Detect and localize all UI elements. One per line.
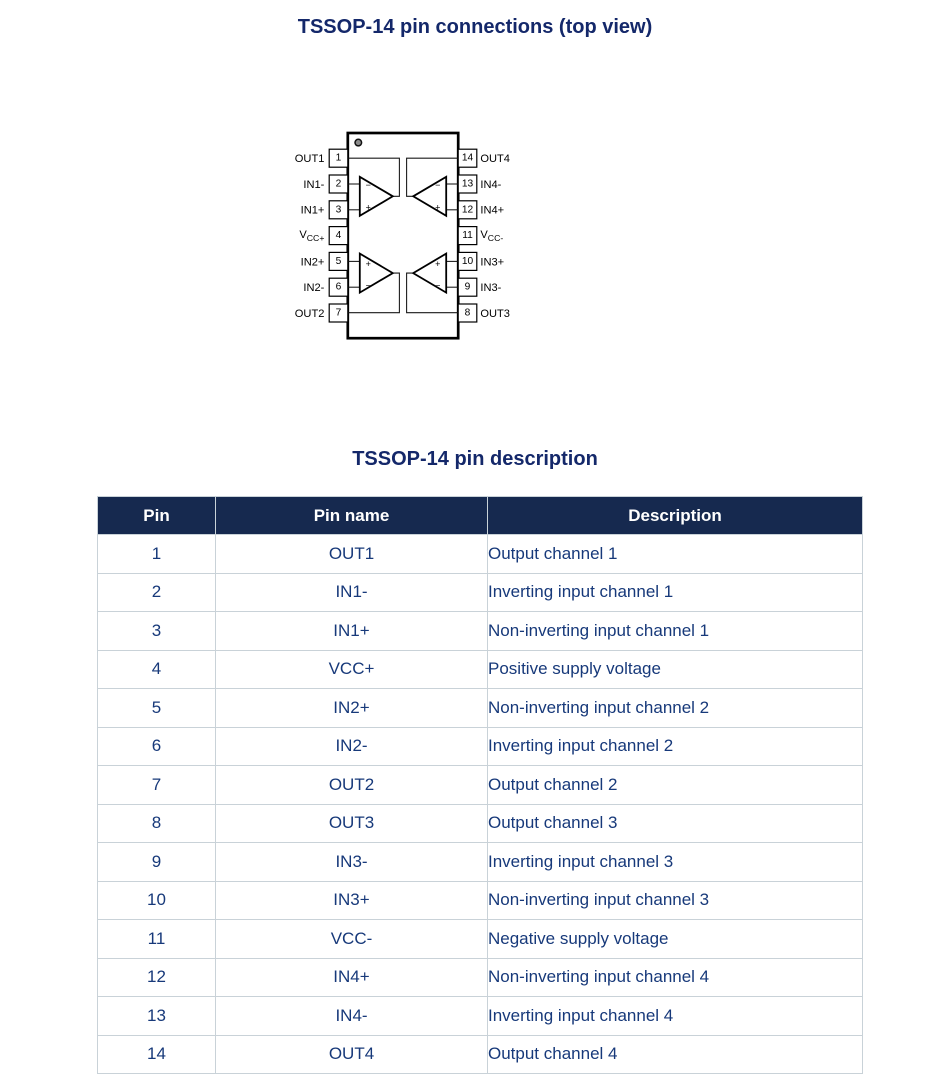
cell-pin-name: IN1+ (216, 612, 488, 651)
pin-label-vccp (299, 229, 324, 243)
pin-number-2: 2 (335, 178, 342, 190)
table-row (98, 920, 863, 959)
cell-pin: 8 (98, 804, 216, 843)
column-header-name: Pin name (216, 497, 488, 535)
cell-description: Output channel 2 (488, 766, 863, 805)
table-row (98, 804, 863, 843)
cell-pin-name: IN1- (216, 573, 488, 612)
cell-pin: 11 (98, 920, 216, 959)
pin-number-3: 3 (335, 204, 342, 216)
pin1-indicator-dot (355, 139, 362, 146)
cell-description: Negative supply voltage (488, 920, 863, 959)
cell-pin: 3 (98, 612, 216, 651)
pin-number-12: 12 (461, 204, 474, 216)
pin-number-10: 10 (461, 255, 474, 267)
cell-pin-name: VCC+ (216, 650, 488, 689)
cell-description: Non-inverting input channel 2 (488, 689, 863, 728)
cell-pin: 1 (98, 535, 216, 574)
table-row (98, 573, 863, 612)
pin-label-in3m: IN3- (480, 282, 502, 295)
cell-description: Positive supply voltage (488, 650, 863, 689)
vcc-main: V (480, 229, 488, 241)
pin-description-title: TSSOP-14 pin description (352, 448, 598, 470)
opamp1-minus-symbol: − (365, 180, 371, 191)
cell-pin-name: OUT1 (216, 535, 488, 574)
pin-label-in2m: IN2- (303, 282, 325, 295)
cell-description: Non-inverting input channel 1 (488, 612, 863, 651)
vcc-subscript: CC- (487, 233, 504, 243)
opamp1-plus-symbol: + (365, 202, 371, 213)
opamp3-plus-symbol: + (435, 258, 441, 269)
pin-number-14: 14 (461, 152, 474, 164)
cell-description: Non-inverting input channel 4 (488, 958, 863, 997)
pin-number-8: 8 (464, 307, 471, 319)
table-header-row (98, 497, 863, 535)
table-row (98, 650, 863, 689)
column-header-desc: Description (488, 497, 863, 535)
vcc-subscript: CC+ (306, 233, 325, 243)
pin-label-out3: OUT3 (480, 307, 510, 320)
cell-pin-name: VCC- (216, 920, 488, 959)
table-row (98, 958, 863, 997)
cell-description: Output channel 4 (488, 1035, 863, 1074)
cell-pin: 9 (98, 843, 216, 882)
cell-pin: 14 (98, 1035, 216, 1074)
cell-pin: 13 (98, 997, 216, 1036)
opamp4-plus-symbol: + (435, 202, 441, 213)
pin-connections-title: TSSOP-14 pin connections (top view) (297, 16, 653, 38)
table-row (98, 1035, 863, 1074)
column-header-pin: Pin (98, 497, 216, 535)
vcc-main: V (299, 229, 307, 241)
cell-pin: 5 (98, 689, 216, 728)
cell-pin-name: OUT3 (216, 804, 488, 843)
cell-pin: 6 (98, 727, 216, 766)
pin-label-out2: OUT2 (294, 307, 325, 320)
pin-label-vccm (480, 229, 503, 243)
tssop14-pin-diagram (280, 50, 700, 420)
cell-pin-name: IN2- (216, 727, 488, 766)
pin-number-13: 13 (461, 178, 474, 190)
table-row (98, 766, 863, 805)
pin-description-table-container (97, 496, 863, 1074)
table-row (98, 997, 863, 1036)
cell-pin: 7 (98, 766, 216, 805)
cell-description: Output channel 3 (488, 804, 863, 843)
cell-pin: 2 (98, 573, 216, 612)
pin-label-in2p: IN2+ (300, 256, 325, 269)
table-row (98, 535, 863, 574)
cell-pin-name: IN4- (216, 997, 488, 1036)
opamp4-minus-symbol: − (435, 180, 441, 191)
pin-label-in3p: IN3+ (480, 256, 505, 269)
cell-description: Output channel 1 (488, 535, 863, 574)
table-row (98, 727, 863, 766)
pin-number-11: 11 (462, 230, 473, 242)
table-row (98, 612, 863, 651)
cell-pin-name: IN3- (216, 843, 488, 882)
pin-number-6: 6 (335, 281, 342, 293)
cell-pin-name: IN4+ (216, 958, 488, 997)
cell-pin-name: IN2+ (216, 689, 488, 728)
pin-label-out1: OUT1 (294, 153, 325, 166)
pin-number-1: 1 (335, 152, 342, 164)
cell-pin: 10 (98, 881, 216, 920)
pin-description-table (97, 496, 863, 1074)
table-row (98, 689, 863, 728)
chip-body (348, 133, 458, 338)
table-row (98, 843, 863, 882)
pin-label-in4m: IN4- (480, 178, 502, 191)
cell-pin-name: IN3+ (216, 881, 488, 920)
pin-label-in4p: IN4+ (480, 204, 505, 217)
table-row (98, 881, 863, 920)
cell-description: Non-inverting input channel 3 (488, 881, 863, 920)
pin-label-in1p: IN1+ (300, 204, 325, 217)
cell-pin-name: OUT4 (216, 1035, 488, 1074)
cell-description: Inverting input channel 2 (488, 727, 863, 766)
pin-label-in1m: IN1- (303, 178, 325, 191)
cell-pin: 12 (98, 958, 216, 997)
cell-description: Inverting input channel 1 (488, 573, 863, 612)
opamp3-minus-symbol: − (435, 280, 441, 291)
pin-number-7: 7 (335, 307, 342, 319)
pin-number-4: 4 (335, 230, 342, 242)
pin-number-9: 9 (464, 281, 471, 293)
pin-number-5: 5 (335, 255, 342, 267)
pin-label-out4: OUT4 (480, 153, 510, 166)
opamp2-minus-symbol: − (365, 280, 371, 291)
cell-description: Inverting input channel 4 (488, 997, 863, 1036)
cell-description: Inverting input channel 3 (488, 843, 863, 882)
cell-pin-name: OUT2 (216, 766, 488, 805)
cell-pin: 4 (98, 650, 216, 689)
opamp2-plus-symbol: + (365, 258, 371, 269)
